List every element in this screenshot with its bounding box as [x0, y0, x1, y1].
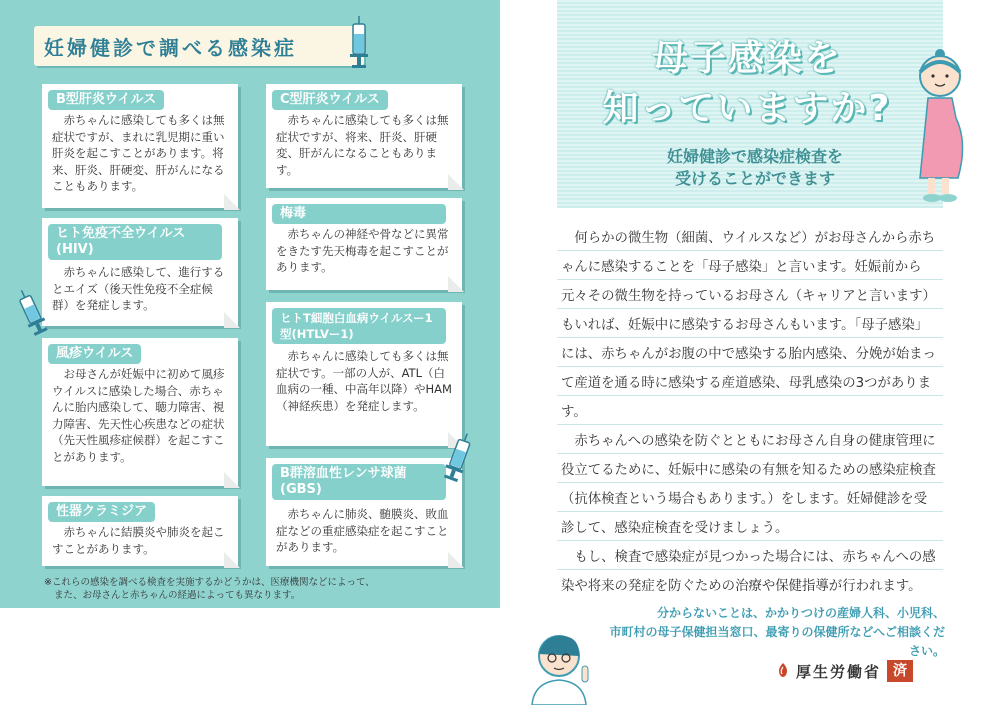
- footnote: [44, 576, 375, 602]
- syringe-icon: [440, 432, 476, 486]
- card-chlamydia: [42, 496, 238, 566]
- contact-line: 分からないことは、かかりつけの産婦人科、小児科、: [656, 606, 945, 620]
- page-curl: [448, 552, 464, 568]
- page-curl: [224, 472, 240, 488]
- page-curl: [448, 174, 464, 190]
- card-body: 赤ちゃんに結膜炎や肺炎を起こすことがあります。: [52, 525, 225, 556]
- card-hepatitis-b: [42, 84, 238, 208]
- infections-panel: [0, 0, 500, 608]
- card-body: 赤ちゃんに感染しても多くは無症状です。一部の人が、ATL（白血病の一種、中高年以降）やHAM（神経疾患）を発症します。: [276, 349, 452, 413]
- approval-seal: 済: [887, 660, 913, 682]
- card-body: 赤ちゃんに肺炎、髄膜炎、敗血症などの重症感染症を起こすことがあります。: [276, 507, 449, 554]
- paragraph: 何らかの微生物（細菌、ウイルスなど）がお母さんから赤ちゃんに感染することを「母子感染」と言います。妊娠前から元々その微生物を持っているお母さん（キャリアと言います）もいれば、妊娠中に感染するお母さんもいます。「母子感染」には、赤ちゃんがお腹の中で感染する胎内感染、分娩が始まって産道を通る時に感染する産道感染、母乳感染の3つがあります。: [561, 231, 936, 420]
- card-header: 梅毒: [272, 204, 446, 224]
- card-header: 風疹ウイルス: [48, 344, 141, 364]
- paragraph: 赤ちゃんへの感染を防ぐとともにお母さん自身の健康管理に役立てるために、妊娠中に感染の有無を知るための感染症検査（抗体検査という場合もあります。）をします。妊婦健診を受診して、感染症検査を受けましょう。: [561, 434, 936, 536]
- doctor-illustration: [526, 626, 592, 705]
- subtitle-line: 受けることができます: [674, 169, 835, 188]
- card-body: お母さんが妊娠中に初めて風疹ウイルスに感染した場合、赤ちゃんに胎内感染して、聴力障害、視力障害、先天性心疾患などの症状（先天性風疹症候群）を起こすことがあります。: [52, 367, 225, 464]
- card-rubella: [42, 338, 238, 486]
- paragraph: もし、検査で感染症が見つかった場合には、赤ちゃんへの感染や将来の発症を防ぐための治療や保健指導が行われます。: [561, 550, 936, 594]
- syringe-icon: [344, 14, 374, 72]
- page-curl: [224, 552, 240, 568]
- card-header: B型肝炎ウイルス: [48, 90, 164, 110]
- page-curl: [224, 194, 240, 210]
- card-hepatitis-c: [266, 84, 462, 188]
- contact-line: 市町村の母子保健担当窓口、最寄りの保健所などへご相談ください。: [609, 625, 945, 658]
- pregnant-woman-illustration: [908, 48, 970, 208]
- main-title-line: 母子感染を: [651, 38, 842, 79]
- card-header: B群溶血性レンサ球菌(GBS): [272, 464, 446, 500]
- page-curl: [448, 276, 464, 292]
- subtitle: [580, 146, 930, 190]
- card-body: 赤ちゃんに感染して、進行するとエイズ（後天性免疫不全症候群）を発症します。: [52, 265, 225, 312]
- subtitle-line: 妊婦健診で感染症検査を: [666, 147, 843, 166]
- article-body: [557, 224, 943, 596]
- card-syphilis: [266, 198, 462, 290]
- card-htlv1: [266, 302, 462, 446]
- card-header: ヒト免疫不全ウイルス(HIV): [48, 224, 222, 260]
- card-header: ヒトT細胞白血病ウイルスー1型(HTLVー1): [272, 308, 446, 344]
- ministry-logo-icon: [776, 662, 790, 680]
- card-header: C型肝炎ウイルス: [272, 90, 388, 110]
- card-hiv: [42, 218, 238, 326]
- page-curl: [224, 312, 240, 328]
- card-header: 性器クラミジア: [48, 502, 155, 522]
- card-gbs: [266, 458, 462, 566]
- card-body: 赤ちゃんに感染しても多くは無症状ですが、まれに乳児期に重い肝炎を起こすことがあります。将来、肝炎、肝硬変、肝がんになることもあります。: [52, 113, 225, 193]
- main-title: [572, 34, 922, 134]
- section-title: 妊婦健診で調べる感染症: [44, 35, 297, 60]
- ministry-name: 厚生労働省: [796, 662, 882, 681]
- footnote-line: ※これらの感染を調べる検査を実施するかどうかは、医療機関などによって、: [44, 577, 375, 588]
- contact-info: [600, 604, 945, 661]
- section-title-tag: [34, 26, 364, 66]
- main-title-line: 知っていますか?: [602, 88, 892, 129]
- ministry-signature: [776, 660, 913, 682]
- card-body: 赤ちゃんに感染しても多くは無症状ですが、将来、肝炎、肝硬変、肝がんになることもあります。: [276, 113, 449, 177]
- syringe-icon: [14, 288, 50, 338]
- footnote-line: また、お母さんと赤ちゃんの経過によっても異なります。: [54, 590, 301, 601]
- card-body: 赤ちゃんの神経や骨などに異常をきたす先天梅毒を起こすことがあります。: [276, 227, 449, 274]
